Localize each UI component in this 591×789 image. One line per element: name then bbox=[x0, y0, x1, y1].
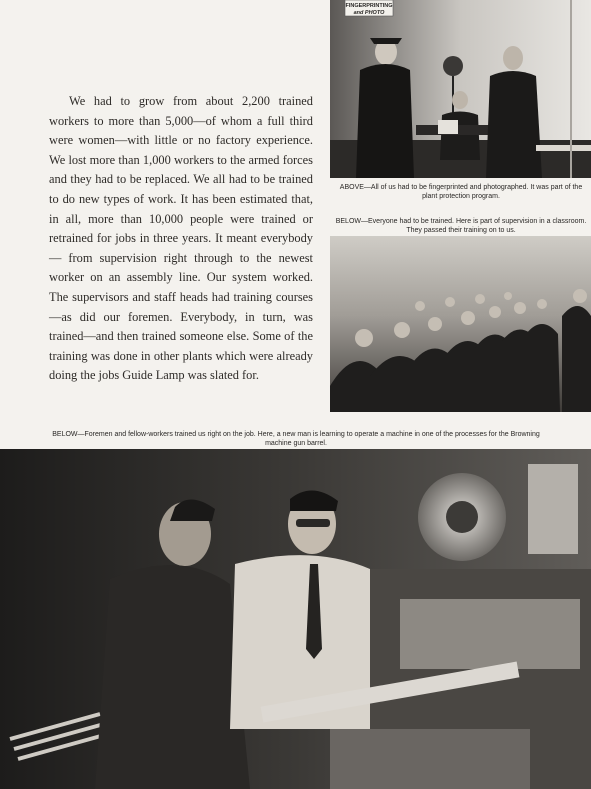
caption-machine: BELOW—Foremen and fellow-workers trained us right on the job. Here, a new man is learning to operate a machine in one of the processes for the Browning machine gun barrel. bbox=[52, 431, 540, 447]
sign-line-1: FINGERPRINTING bbox=[345, 3, 393, 9]
classroom-photo bbox=[330, 236, 591, 412]
caption-fingerprinting: ABOVE—All of us had to be fingerprinted and photographed. It was part of the plant protection program. bbox=[339, 184, 583, 200]
body-paragraph: We had to grow from about 2,200 trained workers to more than 5,000—of whom a full third were women—with little or no factory experience. We lost more than 1,000 workers to the armed forces and they had to be replaced. We all had to be trained to do new types of work. It has been estimated that, in all, more than 10,000 people were trained or retrained for jobs in three years. It meant everybody — from supervision right through to the newest worker on an assembly line. Our system worked. The supervisors and staff heads had training courses—as did our foremen. Everybody, in turn, was trained—and then trained someone else. Some of the training was done in other plants which were already doing the jobs Guide Lamp was slated for. bbox=[49, 94, 313, 383]
sign-line-2: and PHOTO bbox=[353, 10, 385, 16]
photo-sign bbox=[345, 1, 393, 17]
caption-classroom: BELOW—Everyone had to be trained. Here is part of supervision in a classroom. They passed their training on to us. bbox=[335, 218, 587, 234]
machine-training-photo bbox=[0, 449, 591, 789]
fingerprinting-photo bbox=[330, 0, 591, 178]
